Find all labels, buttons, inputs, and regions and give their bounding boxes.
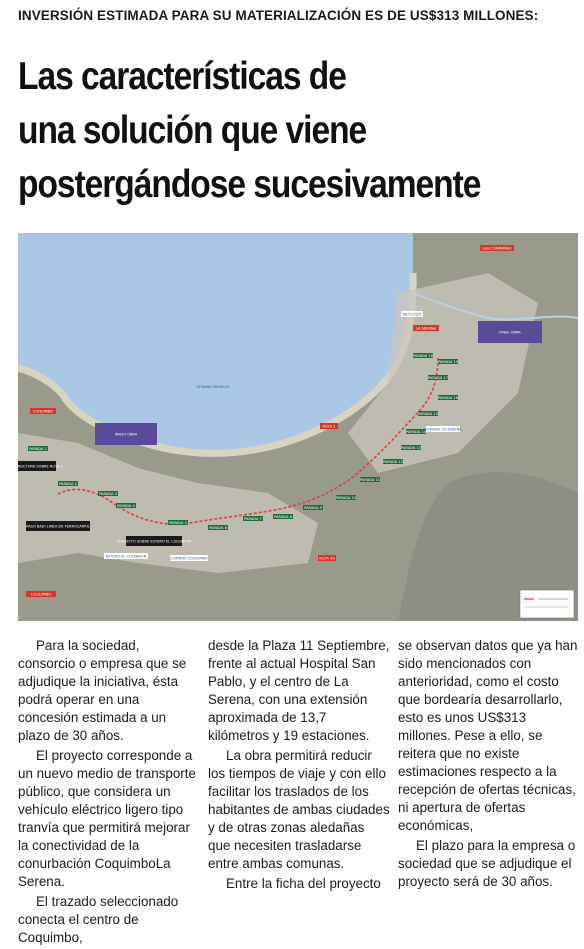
stop-marker-text: PARADA 13 xyxy=(400,445,422,450)
purple-callout-text: INICIO OBRA xyxy=(114,432,138,437)
stop-marker xyxy=(116,503,136,508)
stop-marker-text: PARADA 16 xyxy=(437,395,459,400)
blue-tag xyxy=(104,553,148,559)
purple-callout xyxy=(478,321,542,343)
paragraph: Para la sociedad, consorcio o empresa que se adjudique la iniciativa, ésta podrá operar en una concesión estimada a un plazo de 30 años. xyxy=(18,638,187,743)
red-tag-text: LA SERENA xyxy=(415,326,437,331)
stop-marker-text: PARADA 6 xyxy=(209,525,227,530)
purple-callout-text: FINAL OBRA xyxy=(499,330,521,335)
article-kicker: INVERSIÓN ESTIMADA PARA SU MATERIALIZACIÓN ES DE US$313 MILLONES: xyxy=(18,8,539,23)
article-body xyxy=(18,637,580,945)
stop-marker-text: PARADA 3 xyxy=(99,491,117,496)
route-map-graphic xyxy=(11,233,578,621)
red-tag xyxy=(480,245,514,251)
blue-tag xyxy=(170,555,208,561)
red-tag-text: COQUIMBO xyxy=(30,592,52,597)
stop-marker xyxy=(336,495,357,500)
stop-marker xyxy=(360,477,380,482)
stop-marker-text: PARADA 4 xyxy=(117,503,135,508)
red-tag-text: RUTA 43 xyxy=(319,556,335,561)
body-column-1 xyxy=(18,637,200,949)
blue-tag-text: COMUNA COQUIMBO xyxy=(170,556,208,561)
headline-line-1: Las características de xyxy=(18,55,346,98)
stop-marker xyxy=(58,481,78,486)
red-tag-text: RUTA 5 xyxy=(322,424,336,429)
stop-marker xyxy=(428,375,448,380)
paragraph: El plazo para la empresa o sociedad que se adjudique el proyecto será de 30 años. xyxy=(398,838,576,889)
stop-marker xyxy=(413,353,434,358)
blue-tag xyxy=(424,426,462,432)
red-tag xyxy=(318,555,336,561)
stop-marker-text: PARADA 5 xyxy=(169,520,187,525)
stop-marker-text: PARADA 12 xyxy=(382,459,404,464)
structure-tag-text: PASO BAJO LINEA DE FERROCARRIL xyxy=(26,524,90,529)
stop-marker xyxy=(418,411,438,416)
body-column-3 xyxy=(398,637,580,893)
stop-marker-text: PARADA 2 xyxy=(59,481,77,486)
stop-marker-text: PARADA 14 xyxy=(405,429,427,434)
route-map xyxy=(11,233,578,621)
blue-tag xyxy=(401,311,423,317)
stop-marker xyxy=(243,516,263,521)
red-tag-text: LAS COMPAÑIAS xyxy=(482,246,512,251)
stop-marker xyxy=(98,491,118,496)
stop-marker xyxy=(383,459,403,464)
red-tag xyxy=(30,408,56,414)
stop-marker-text: PARADA 9 xyxy=(304,505,322,510)
paragraph: desde la Plaza 11 Septiembre, frente al actual Hospital San Pablo, y el centro de La Serena, con una extensión aproximada de 13,7 kilómetros y 19 estaciones. xyxy=(208,638,390,743)
body-column-2 xyxy=(208,637,390,895)
stop-marker-text: PARADA 15 xyxy=(417,411,439,416)
headline-line-3: postergándose sucesivamente xyxy=(18,163,481,206)
blue-tag-text: ESTERO EL CULEBRON xyxy=(105,554,147,559)
stop-marker xyxy=(303,505,323,510)
red-tag xyxy=(413,325,439,331)
map-legend xyxy=(520,590,574,618)
stop-marker-text: PARADA 11 xyxy=(359,477,381,482)
article-headline xyxy=(18,50,578,212)
stop-marker xyxy=(168,520,188,525)
structure-tag xyxy=(117,536,192,546)
structure-tag xyxy=(11,461,63,471)
stop-marker xyxy=(208,525,228,530)
stop-marker-text: PARADA 1 xyxy=(29,446,47,451)
purple-callout xyxy=(95,423,157,445)
stop-marker xyxy=(273,514,293,519)
blue-tag-text: RIO ELQUI xyxy=(402,312,422,317)
blue-tag-text: COMUNA LA SERENA xyxy=(424,427,462,432)
stop-marker xyxy=(438,359,459,364)
stop-marker-text: PARADA 17 xyxy=(427,375,449,380)
stop-marker-text: PARADA 19 xyxy=(437,359,459,364)
stop-marker xyxy=(401,445,421,450)
paragraph: La obra permitirá reducir los tiempos de viaje y con ello facilitar los traslados de los habitantes de ambas ciudades y de otras zonas aledañas que necesiten trasladarse entre ambas comunas. xyxy=(208,748,390,871)
stop-marker-text: PARADA 10 xyxy=(335,495,357,500)
stop-marker-text: PARADA 8 xyxy=(274,514,292,519)
paragraph: El proyecto corresponde a un nuevo medio de transporte público, que considera un vehículo eléctrico ligero tipo tranvía que permitirá mejorar la conectividad de la conurbación CoquimboLa Serena. xyxy=(18,748,196,889)
paragraph: Entre la ficha del proyecto xyxy=(226,876,381,891)
structure-tag-text: ESTRUCTURA SOBRE RUTA 5 xyxy=(11,464,63,469)
red-tag-text: COQUIMBO xyxy=(32,409,54,414)
structure-tag-text: VIADUCTO SOBRE ESTERO EL CULEBRON xyxy=(116,539,192,544)
paragraph: se observan datos que ya han sido mencionados con anterioridad, como el costo que bordearía desarrollarlo, esto es unos US$313 millones. Pese a ello, se reitera que no existe estimaciones respecto a la recepción de ofertas técnicas, ni apertura de ofertas económicas, xyxy=(398,638,578,833)
red-tag xyxy=(26,591,56,597)
paragraph: El trazado seleccionado conecta el centro de Coquimbo, xyxy=(18,894,179,945)
stop-marker xyxy=(438,395,459,400)
red-tag xyxy=(320,423,338,429)
headline-line-2: una solución que viene xyxy=(18,109,367,152)
stop-marker xyxy=(28,446,48,451)
stop-marker-text: PARADA 7 xyxy=(244,516,262,521)
structure-tag xyxy=(26,521,90,531)
sea-label: OCEANO PACIFICO xyxy=(196,385,230,389)
stop-marker-text: PARADA 18 xyxy=(412,353,434,358)
